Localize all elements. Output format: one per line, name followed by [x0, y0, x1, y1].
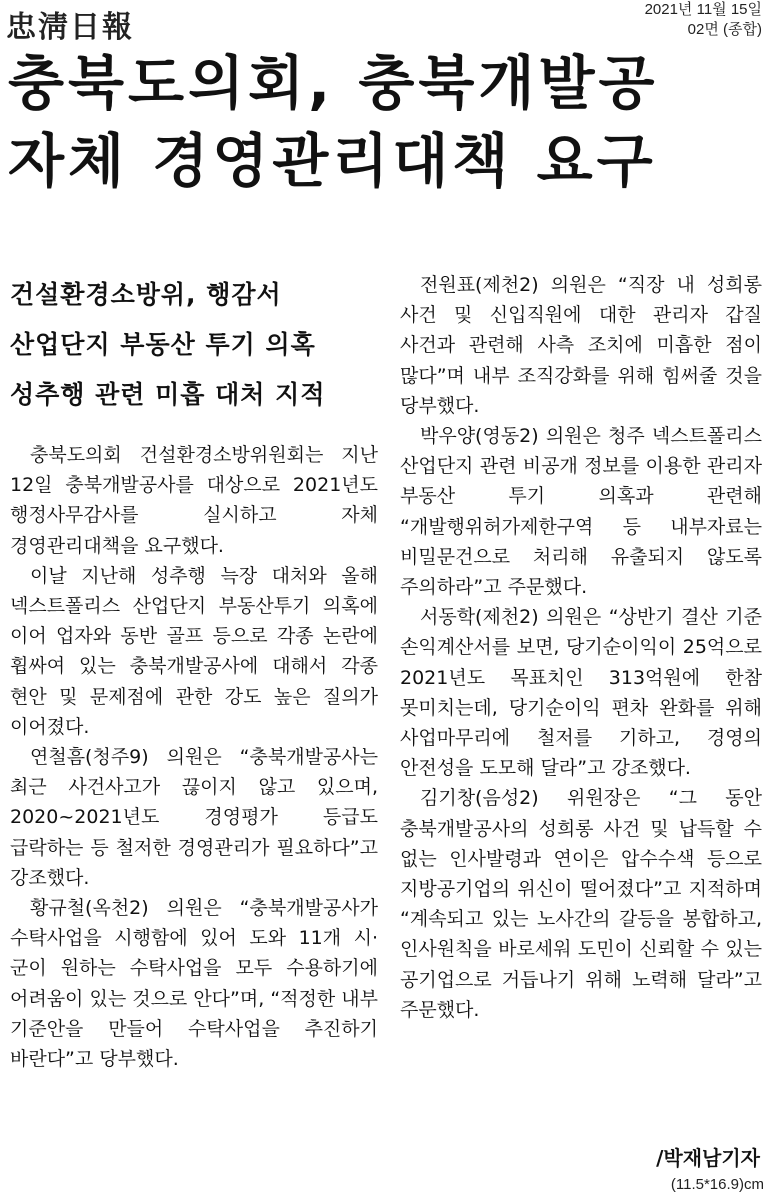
page-label: 02면 (종합): [687, 21, 762, 38]
article-column-left: [10, 270, 378, 1074]
subheading: 성추행 관련 미흡 대처 지적: [10, 380, 326, 409]
headline-line-1: 충북도의회, 충북개발공: [8, 49, 659, 117]
body-paragraph: 서동학(제천2) 의원은 “상반기 결산 기준 손익계산서를 보면, 당기순이익이 25억으로 2021년도 목표치인 313억원에 한참 못미치는데, 당기순이익 편차 완화를 위해 사업마무리에 철저를 기하고, 경영의 안전성을 도모해 달라”고 강조했다.: [400, 606, 762, 780]
reporter-byline: /박재남기자: [656, 1146, 760, 1170]
subheading: 건설환경소방위, 행감서: [10, 280, 282, 309]
subheadings: [10, 270, 378, 420]
headline-line-2: 자체 경영관리대책 요구: [8, 127, 657, 195]
body-paragraph: 충북도의회 건설환경소방위원회는 지난 12일 충북개발공사를 대상으로 2021년도 행정사무감사를 실시하고 자체 경영관리대책을 요구했다.: [10, 444, 378, 557]
dateline: [645, 0, 762, 40]
body-paragraph: 연철흠(청주9) 의원은 “충북개발공사는 최근 사건사고가 끊이지 않고 있으며, 2020~2021년도 경영평가 등급도 급락하는 등 철저한 경영관리가 필요하다”고 강조했다.: [10, 746, 378, 889]
article-column-right: [400, 270, 762, 1025]
subheading: 산업단지 부동산 투기 의혹: [10, 330, 316, 359]
newspaper-masthead: 忠淸日報: [6, 10, 134, 45]
body-paragraph: 전원표(제천2) 의원은 “직장 내 성희롱 사건 및 신입직원에 대한 관리자 갑질 사건과 관련해 사측 조치에 미흡한 점이 많다”며 내부 조직강화를 위해 힘써줄 것을 당부했다.: [400, 274, 762, 417]
body-paragraph: 김기창(음성2) 위원장은 “그 동안 충북개발공사의 성희롱 사건 및 납득할 수 없는 인사발령과 연이은 압수수색 등으로 지방공기업의 위신이 떨어졌다”고 지적하며 “계속되고 있는 노사간의 갈등을 봉합하고, 인사원칙을 바로세워 도민이 신뢰할 수 있는 공기업으로 거듭나기 위해 노력해 달라”고 주문했다.: [400, 787, 762, 1021]
article-size-note: (11.5*16.9)cm: [670, 1176, 764, 1193]
body-paragraph: 이날 지난해 성추행 늑장 대처와 올해 넥스트폴리스 산업단지 부동산투기 의혹에 이어 업자와 동반 골프 등으로 각종 논란에 휩싸여 있는 충북개발공사에 대해서 각종 현안 및 문제점에 관한 강도 높은 질의가 이어졌다.: [10, 564, 378, 738]
headline: [8, 44, 764, 200]
body-paragraph: 박우양(영동2) 의원은 청주 넥스트폴리스 산업단지 관련 비공개 정보를 이용한 관리자 부동산 투기 의혹과 관련해 “개발행위허가제한구역 등 내부자료는 비밀문건으로 처리해 유출되지 않도록 주의하라”고 주문했다.: [400, 425, 762, 599]
publication-date: 2021년 11월 15일: [644, 1, 762, 18]
body-paragraph: 황규철(옥천2) 의원은 “충북개발공사가 수탁사업을 시행함에 있어 도와 11개 시·군이 원하는 수탁사업을 모두 수용하기에 어려움이 있는 것으로 안다”며, “적정한 내부 기준안을 만들어 수탁사업을 추진하기 바란다”고 당부했다.: [10, 897, 378, 1071]
